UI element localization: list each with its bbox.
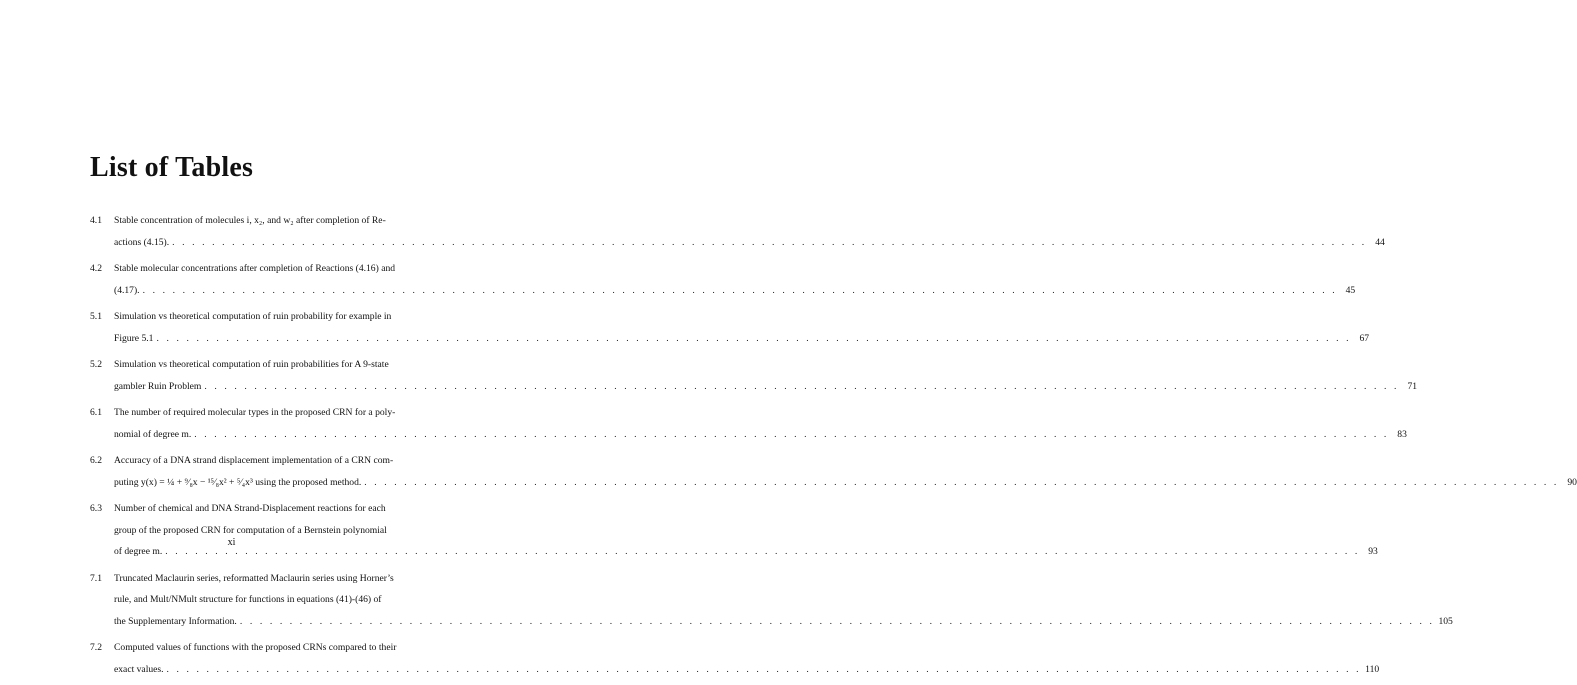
- table-caption-text: Accuracy of a DNA strand displacement implementation of a CRN com-: [114, 455, 394, 466]
- toc-entry[interactable]: [90, 450, 1577, 493]
- table-number: 5.1: [90, 311, 102, 322]
- table-number: 6.3: [90, 503, 102, 514]
- dot-leader: . . . . . . . . . . . . . . . . . . . . . . . . . . . . . . . . . . . . . . . . . . . . . . . . . . . . . . . . . . . . . . . . . . . . . . . . . . . . . . . . . . . . . . . . . . . . . . . . . . . . . . . . . . . . . . . . . . . . . . . .: [364, 476, 1559, 488]
- table-caption-text: The number of required molecular types in the proposed CRN for a poly-: [114, 407, 396, 418]
- table-caption-text: (4.17).: [114, 284, 140, 296]
- page-title: List of Tables: [90, 152, 254, 183]
- table-number: 4.2: [90, 263, 102, 274]
- toc-entry-last-line: [90, 659, 1380, 681]
- page-number: 90: [1567, 476, 1577, 488]
- toc-entry-line: [90, 210, 400, 232]
- table-caption-text: puting y(x) = ¼ + ⁹⁄₈x − ¹⁵⁄₈x² + ⁵⁄₄x³ using the proposed method.: [114, 476, 362, 488]
- table-caption-text: Stable molecular concentrations after completion of Reactions (4.16) and: [114, 263, 396, 274]
- toc-entry[interactable]: [90, 258, 1356, 301]
- toc-entry-last-line: [90, 232, 1385, 254]
- table-caption-text: Figure 5.1: [114, 332, 154, 344]
- dot-leader: . . . . . . . . . . . . . . . . . . . . . . . . . . . . . . . . . . . . . . . . . . . . . . . . . . . . . . . . . . . . . . . . . . . . . . . . . . . . . . . . . . . . . . . . . . . . . . . . . . . . . . . . . . . . . . . . . . . . . . . .: [165, 546, 1360, 557]
- page-number: 44: [1375, 236, 1385, 248]
- toc-entry-line: [90, 589, 400, 611]
- table-caption-text: Computed values of functions with the proposed CRNs compared to their: [114, 642, 397, 653]
- toc-entry-line: [90, 258, 400, 280]
- toc-entry-last-line: [90, 328, 1370, 350]
- dot-leader: . . . . . . . . . . . . . . . . . . . . . . . . . . . . . . . . . . . . . . . . . . . . . . . . . . . . . . . . . . . . . . . . . . . . . . . . . . . . . . . . . . . . . . . . . . . . . . . . . . . . . . . . . . . . . . . . . . . . . . . .: [194, 428, 1389, 440]
- toc-entry[interactable]: [90, 306, 1370, 349]
- table-caption-text: Truncated Maclaurin series, reformatted Maclaurin series using Horner’s: [114, 572, 394, 584]
- toc-entry[interactable]: [90, 354, 1418, 397]
- table-number: 4.1: [90, 215, 102, 226]
- dot-leader: . . . . . . . . . . . . . . . . . . . . . . . . . . . . . . . . . . . . . . . . . . . . . . . . . . . . . . . . . . . . . . . . . . . . . . . . . . . . . . . . . . . . . . . . . . . . . . . . . . . . . . . . . . . . . . . . . . . . . . . .: [239, 615, 1435, 627]
- toc-entry-line: [90, 637, 400, 659]
- toc-entry-last-line: [90, 472, 1577, 494]
- table-caption-text: gambler Ruin Problem: [114, 380, 202, 392]
- toc-entry[interactable]: [90, 402, 1407, 445]
- table-caption-text: exact values.: [114, 663, 164, 675]
- table-caption-text: of degree m.: [114, 546, 163, 557]
- toc-entry-last-line: [90, 280, 1356, 302]
- toc-entry-line: [90, 568, 400, 590]
- toc-entry-line: [90, 402, 400, 424]
- page-number-footer: xi: [227, 537, 236, 548]
- page-number: 45: [1345, 284, 1356, 296]
- table-caption-text: actions (4.15).: [114, 236, 170, 248]
- page-number: 67: [1359, 332, 1370, 344]
- list-of-tables: [90, 210, 1577, 685]
- page-number: 83: [1397, 428, 1407, 440]
- page-number: 110: [1365, 663, 1380, 675]
- toc-entry-last-line: [90, 611, 1453, 633]
- table-number: 5.2: [90, 359, 102, 370]
- table-caption-text: rule, and Mult/NMult structure for functions in equations (41)-(46) of: [114, 594, 382, 605]
- table-caption-text: group of the proposed CRN for computation of a Bernstein polynomial: [114, 524, 387, 536]
- toc-entry[interactable]: [90, 498, 1378, 563]
- page-number: 71: [1407, 380, 1418, 392]
- toc-entry-line: [90, 306, 400, 328]
- page-number: 93: [1368, 546, 1378, 557]
- dot-leader: . . . . . . . . . . . . . . . . . . . . . . . . . . . . . . . . . . . . . . . . . . . . . . . . . . . . . . . . . . . . . . . . . . . . . . . . . . . . . . . . . . . . . . . . . . . . . . . . . . . . . . . . . . . . . . . . . . . . . . . .: [156, 332, 1352, 344]
- page-number: 105: [1438, 615, 1453, 627]
- dot-leader: . . . . . . . . . . . . . . . . . . . . . . . . . . . . . . . . . . . . . . . . . . . . . . . . . . . . . . . . . . . . . . . . . . . . . . . . . . . . . . . . . . . . . . . . . . . . . . . . . . . . . . . . . . . . . . . . . . . . . . . .: [142, 284, 1338, 296]
- table-caption-text: Stable concentration of molecules i, x₂, and w₂ after completion of Re-: [114, 215, 386, 226]
- table-caption-text: the Supplementary Information.: [114, 615, 237, 627]
- table-number: 7.2: [90, 642, 102, 653]
- toc-entry-last-line: [90, 376, 1418, 398]
- toc-entry-line: [90, 354, 400, 376]
- dot-leader: . . . . . . . . . . . . . . . . . . . . . . . . . . . . . . . . . . . . . . . . . . . . . . . . . . . . . . . . . . . . . . . . . . . . . . . . . . . . . . . . . . . . . . . . . . . . . . . . . . . . . . . . . . . . . . . . . . . . . . . .: [172, 236, 1367, 248]
- table-number: 6.1: [90, 407, 102, 418]
- toc-entry-line: [90, 498, 400, 520]
- dot-leader: . . . . . . . . . . . . . . . . . . . . . . . . . . . . . . . . . . . . . . . . . . . . . . . . . . . . . . . . . . . . . . . . . . . . . . . . . . . . . . . . . . . . . . . . . . . . . . . . . . . . . . . . . . . . . . . . . . . . . . . .: [166, 663, 1362, 675]
- toc-entry-last-line: [90, 424, 1407, 446]
- table-caption-text: nomial of degree m.: [114, 428, 192, 440]
- table-caption-text: Simulation vs theoretical computation of ruin probability for example in: [114, 311, 392, 322]
- table-number: 7.1: [90, 572, 102, 584]
- toc-entry[interactable]: [90, 637, 1380, 680]
- toc-entry-line: [90, 450, 400, 472]
- table-caption-text: Simulation vs theoretical computation of ruin probabilities for A 9-state: [114, 359, 389, 370]
- table-number: 6.2: [90, 455, 102, 466]
- table-caption-text: Number of chemical and DNA Strand-Displacement reactions for each: [114, 503, 386, 514]
- dot-leader: . . . . . . . . . . . . . . . . . . . . . . . . . . . . . . . . . . . . . . . . . . . . . . . . . . . . . . . . . . . . . . . . . . . . . . . . . . . . . . . . . . . . . . . . . . . . . . . . . . . . . . . . . . . . . . . . . . . . . . . .: [204, 380, 1400, 392]
- toc-entry[interactable]: [90, 210, 1385, 253]
- toc-entry[interactable]: [90, 568, 1453, 633]
